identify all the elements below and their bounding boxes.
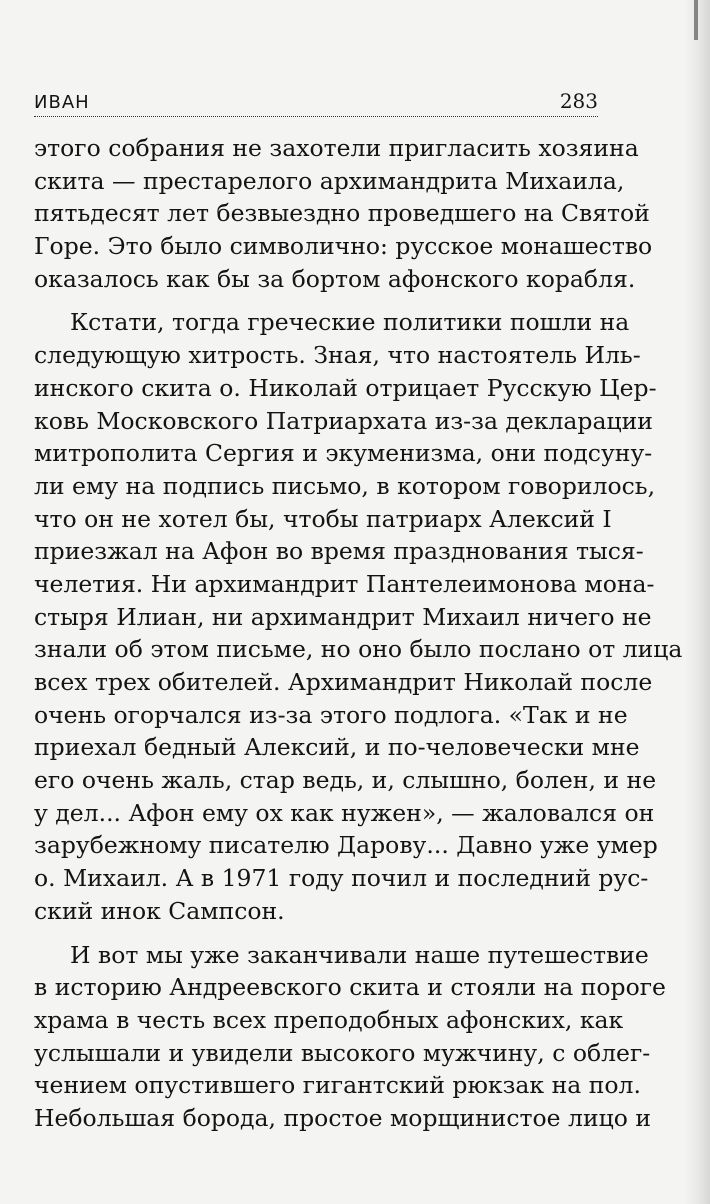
paragraph-1 xyxy=(34,132,653,295)
text-line: услышали и увидели высокого мужчину, с облег- xyxy=(34,1038,651,1067)
text-line: в историю Андреевского скита и стояли на пороге xyxy=(34,973,666,1002)
page-edge-shadow xyxy=(684,0,710,1204)
text-line: скита — престарелого архимандрита Михаила, xyxy=(34,166,625,195)
text-line: инского скита о. Николай отрицает Русскую Цер- xyxy=(34,373,657,402)
text-line: всех трех обителей. Архимандрит Николай после xyxy=(34,668,653,696)
text-line: зарубежному писателю Дарову... Давно уже умер xyxy=(34,831,658,860)
text-line: чением опустившего гигантский рюкзак на пол. xyxy=(34,1071,641,1100)
text-line: знали об этом письме, но оно было послано от лица xyxy=(34,635,683,664)
page-number: 283 xyxy=(559,89,598,113)
text-line: ковь Московского Патриархата из-за декларации xyxy=(34,406,653,435)
running-head: ИВАН xyxy=(34,92,90,113)
text-line: что он не хотел бы, чтобы патриарх Алексий I xyxy=(34,504,612,533)
text-line: этого собрания не захотели пригласить хозяина xyxy=(34,134,639,162)
text-line: ский инок Сампсон. xyxy=(34,896,285,925)
text-line: оказалось как бы за бортом афонского корабля. xyxy=(34,264,636,293)
paragraph-3 xyxy=(34,939,666,1135)
text-line: стыря Илиан, ни архимандрит Михаил ничего не xyxy=(34,602,652,631)
text-line: ли ему на подпись письмо, в котором говорилось, xyxy=(34,471,656,500)
text-line: у дел... Афон ему ох как нужен», — жаловался он xyxy=(34,798,655,827)
text-line: Кстати, тогда греческие политики пошли на xyxy=(70,308,630,337)
scan-edge-mark xyxy=(694,0,698,40)
text-line: следующую хитрость. Зная, что настоятель Иль- xyxy=(34,341,641,370)
text-line: его очень жаль, стар ведь, и, слышно, болен, и не xyxy=(34,766,657,795)
text-line: очень огорчался из-за этого подлога. «Так и не xyxy=(34,700,628,729)
text-line: челетия. Ни архимандрит Пантелеимонова мона- xyxy=(34,569,655,598)
text-line: о. Михаил. А в 1971 году почил и последний рус- xyxy=(34,864,649,893)
text-line: приезжал на Афон во время празднования тыся- xyxy=(34,537,644,566)
text-line: Небольшая борода, простое морщинистое лицо и xyxy=(34,1103,652,1132)
text-line: приехал бедный Алексий, и по-человечески мне xyxy=(34,733,640,762)
text-line: И вот мы уже заканчивали наше путешествие xyxy=(70,940,649,969)
text-line: Горе. Это было символично: русское монашество xyxy=(34,232,653,261)
text-line: храма в честь всех преподобных афонских, как xyxy=(34,1005,624,1034)
text-line: пятьдесят лет безвыездно проведшего на Святой xyxy=(34,199,650,228)
paragraph-2 xyxy=(34,306,683,927)
page-body xyxy=(34,132,683,1135)
page-header xyxy=(34,86,598,117)
text-line: митрополита Сергия и экуменизма, они подсуну- xyxy=(34,439,653,468)
